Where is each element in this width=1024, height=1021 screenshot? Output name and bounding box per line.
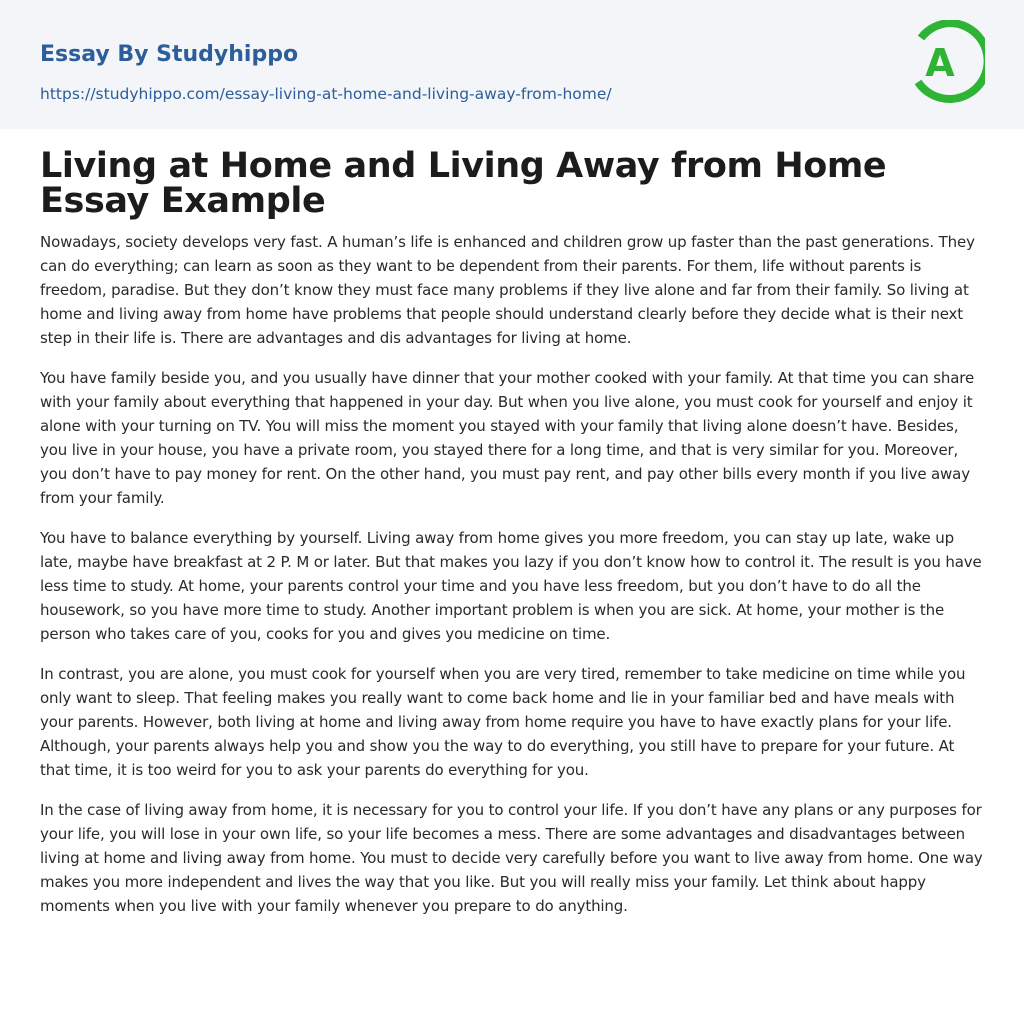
paragraph-5: In the case of living away from home, it is necessary for you to control your life. If you don’t have any plans or any purposes for your life, you will lose in your own life, so your life becomes a mess. There are some advantages and disadvantages between living at home and living away from home. You must to decide very carefully before you want to live away from home. One way makes you more independent and lives the way that you like. But you will really miss your family. Let think about happy moments when you live with your family whenever you prepare to do anything. [40, 801, 983, 915]
studyhippo-logo-icon[interactable] [913, 20, 985, 104]
logo-letter: A [925, 41, 955, 85]
paragraph-4: In contrast, you are alone, you must cook for yourself when you are very tired, remember to take medicine on time while you only want to sleep. That feeling makes you really want to come back home and lie in your familiar bed and have meals with your parents. However, both living at home and living away from home require you have to have exactly plans for your life. Although, your parents always help you and show you the way to do everything, you still have to prepare for your future. At that time, it is too weird for you to ask your parents do everything for you. [40, 665, 966, 779]
paragraph-2: You have family beside you, and you usually have dinner that your mother cooked with your family. At that time you can share with your family about everything that happened in your day. But when you live alone, you must cook for yourself and enjoy it alone with your turning on TV. You will miss the moment you stayed with your family that living alone doesn’t have. Besides, you live in your house, you have a private room, you stayed there for a long time, and that is very similar for you. Moreover, you don’t have to pay money for rent. On the other hand, you must pay rent, and pay other bills every month if you live away from your family. [40, 369, 975, 507]
site-brand[interactable]: Essay By Studyhippo [40, 42, 299, 67]
paragraph-3: You have to balance everything by yourself. Living away from home gives you more freedom, you can stay up late, wake up late, maybe have breakfast at 2 P. M or later. But that makes you lazy if you don’t know how to control it. The result is you have less time to study. At home, your parents control your time and you have less freedom, but you don’t have to do all the housework, so you have more time to study. Another important problem is when you are sick. At home, your mother is the person who takes care of you, cooks for you and gives you medicine on time. [40, 529, 982, 643]
article-title [40, 129, 984, 219]
site-header [0, 0, 1024, 129]
article-title-line-2: Essay Example [40, 181, 326, 221]
paragraph-1: Nowadays, society develops very fast. A human’s life is enhanced and children grow up faster than the past generations. They can do everything; can learn as soon as they want to be dependent from their parents. For them, life without parents is freedom, paradise. But they don’t know they must face many problems if they live alone and far from their family. So living at home and living away from home have problems that people should understand clearly before they decide what is their next step in their life is. There are advantages and dis advantages for living at home. [40, 233, 975, 347]
essay-url-link[interactable]: https://studyhippo.com/essay-living-at-home-and-living-away-from-home/ [40, 85, 612, 103]
article [0, 129, 1024, 918]
article-title-line-1: Living at Home and Living Away from Home [40, 146, 887, 186]
